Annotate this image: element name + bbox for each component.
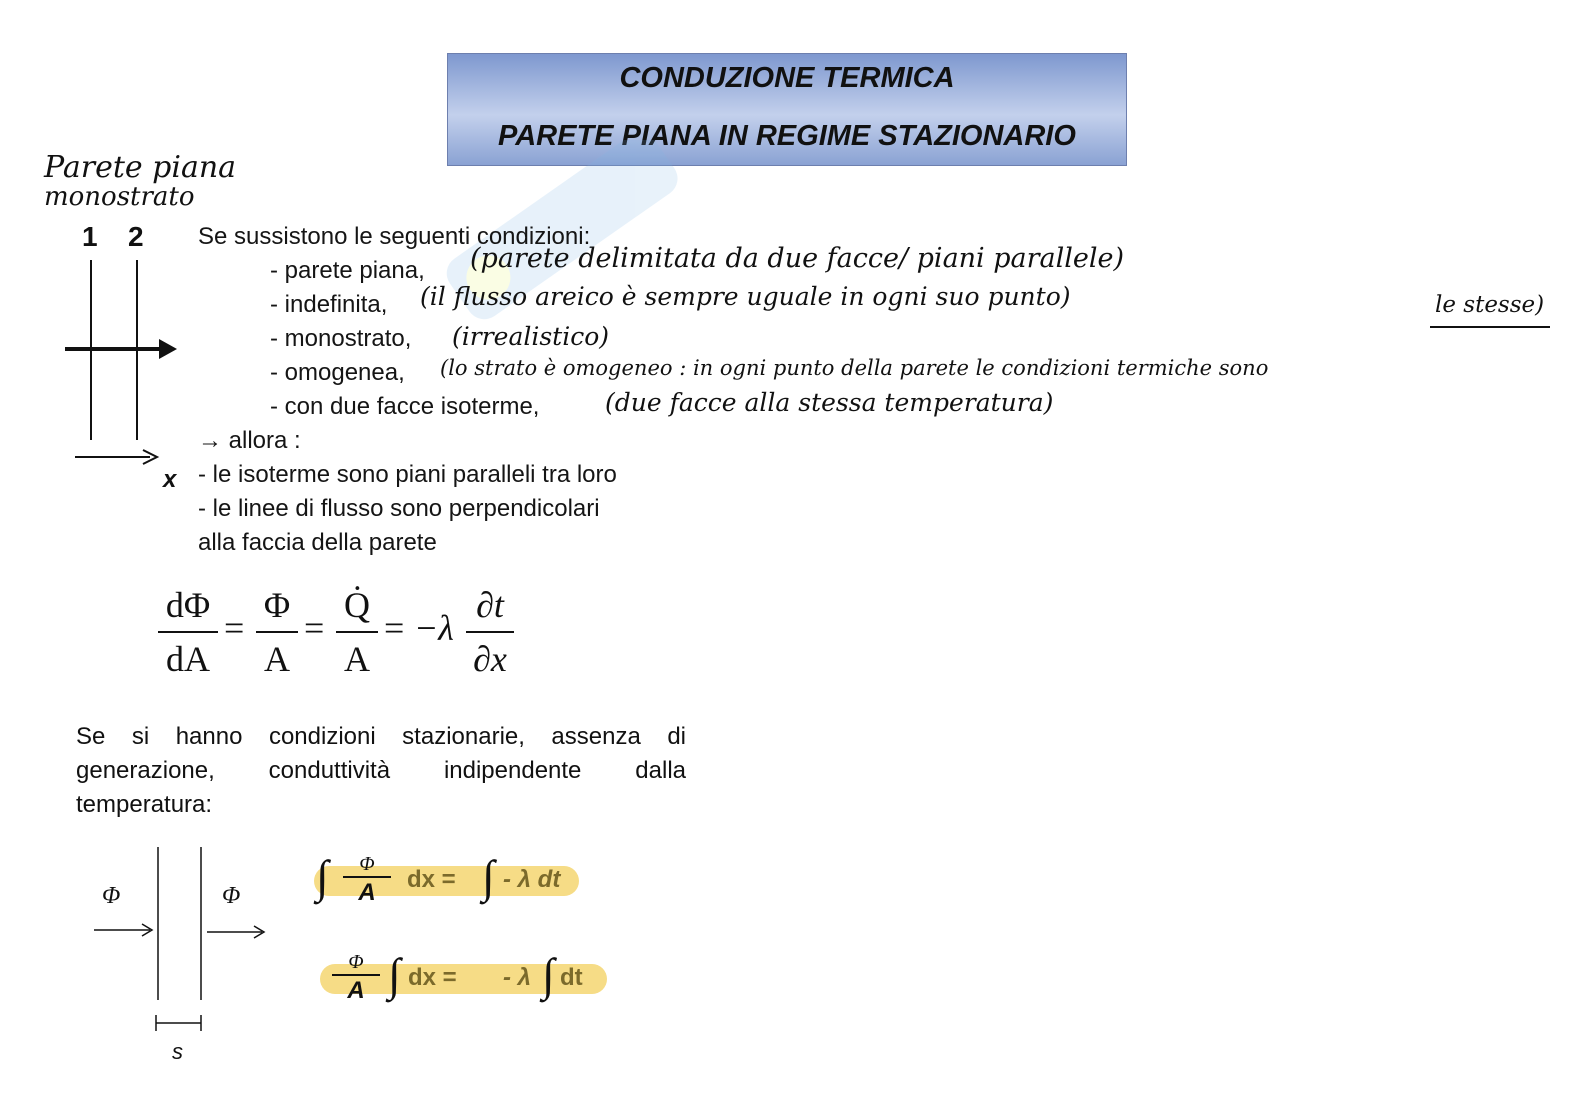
result-faccia: alla faccia della parete: [198, 529, 437, 556]
fraction-denominator: A: [358, 879, 376, 906]
fraction-numerator: dΦ: [165, 585, 211, 625]
formula-2-dt: dt: [560, 964, 583, 991]
fraction-qdot-a: [336, 582, 378, 682]
conditions-then: → allora :: [198, 427, 301, 454]
fraction-denominator: A: [347, 977, 365, 1004]
fraction-numerator: Φ: [359, 853, 375, 875]
integral-sign-1: ∫: [316, 851, 329, 902]
formula-1-dx: dx =: [407, 866, 456, 893]
wall-diagram-1: [55, 215, 195, 500]
note-monostrato: (irrealistico): [452, 322, 610, 351]
fraction-dphi-da: [158, 582, 218, 682]
fraction-numerator: Q̇: [344, 585, 370, 625]
integral-sign-3: ∫: [388, 949, 401, 1000]
integral-sign-4: ∫: [542, 949, 555, 1000]
result-linee-flusso: - le linee di flusso sono perpendicolari: [198, 495, 600, 522]
thickness-label: s: [172, 1039, 183, 1064]
fraction-phi-over-a-1: [343, 852, 391, 908]
note-underline: [1430, 326, 1550, 328]
wall-diagram-2: [90, 845, 280, 1065]
condition-item-isoterme: - con due facce isoterme,: [270, 393, 540, 420]
condition-item-monostrato: - monostrato,: [270, 325, 412, 352]
condition-item-parete-piana: - parete piana,: [270, 257, 425, 284]
note-indefinita: (il flusso areico è sempre uguale in ogni suo punto): [420, 282, 1071, 311]
equals-sign-1: =: [224, 608, 245, 648]
fraction-phi-a: [256, 582, 298, 682]
phi-left-label: Φ: [102, 883, 121, 909]
phi-right-label: Φ: [222, 883, 241, 909]
fraction-phi-over-a-2: [332, 950, 380, 1006]
equals-sign-3: =: [384, 608, 405, 648]
note-omogenea: (lo strato è omogeneo : in ogni punto della parete le condizioni termiche sono: [440, 356, 1269, 380]
formula-2-dx: dx =: [408, 964, 457, 991]
result-isoterme: - le isoterme sono piani paralleli tra loro: [198, 461, 617, 488]
fraction-dt-dx: [466, 582, 514, 682]
note-le-stesse: le stesse): [1435, 292, 1545, 318]
formula-1-rhs: - λ dt: [503, 866, 561, 893]
fraction-denominator: A: [344, 639, 370, 679]
condition-item-indefinita: - indefinita,: [270, 291, 388, 318]
conditions-intro: Se sussistono le seguenti condizioni:: [198, 223, 591, 250]
condition-item-omogenea: - omogenea,: [270, 359, 405, 386]
fraction-denominator: ∂x: [473, 639, 507, 679]
stationary-conditions-paragraph: Se si hanno condizioni stazionarie, assenza di generazione, conduttività indipendente dalla temperatura:: [76, 723, 686, 818]
face-label-2: 2: [128, 221, 144, 252]
face-label-1: 1: [82, 221, 98, 252]
fraction-numerator: Φ: [348, 951, 364, 973]
flux-arrow-head: [159, 339, 177, 359]
fraction-numerator: Φ: [263, 585, 291, 625]
side-note-parete-piana: Parete piana: [44, 150, 237, 185]
note-isoterme: (due facce alla stessa temperatura): [605, 388, 1054, 417]
fraction-numerator: ∂t: [476, 585, 504, 625]
fraction-denominator: dA: [166, 639, 210, 679]
integral-sign-2: ∫: [482, 851, 495, 902]
title-line-2: PARETE PIANA IN REGIME STAZIONARIO: [498, 120, 1076, 152]
note-parete-piana: (parete delimitata da due facce/ piani parallele): [470, 243, 1125, 274]
formula-2-minus-lambda: - λ: [503, 964, 532, 991]
equals-sign-2: =: [304, 608, 325, 648]
x-axis-label: x: [163, 466, 177, 493]
minus-lambda: −λ: [414, 608, 454, 648]
fraction-denominator: A: [264, 639, 290, 679]
title-line-1: CONDUZIONE TERMICA: [619, 62, 955, 94]
side-note-monostrato: monostrato: [44, 182, 195, 212]
